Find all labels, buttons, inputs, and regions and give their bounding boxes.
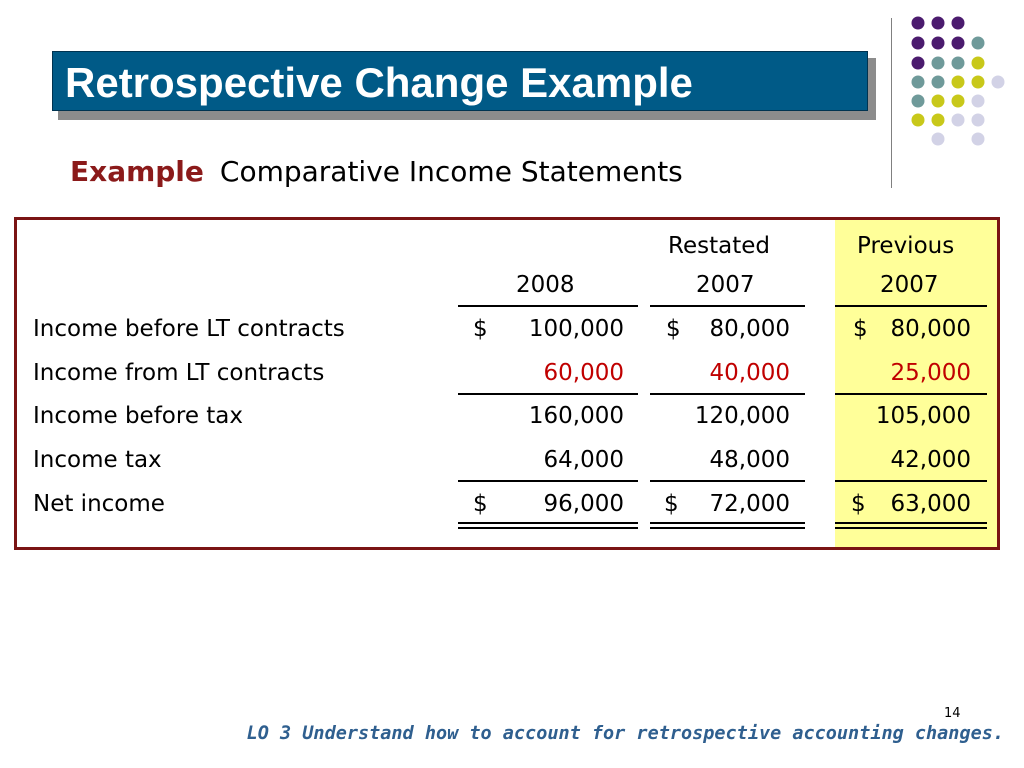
title-bar bbox=[52, 51, 868, 111]
decorative-dot bbox=[972, 114, 985, 127]
value-restated-2007: 48,000 bbox=[709, 447, 790, 473]
value-previous-2007: 25,000 bbox=[890, 360, 971, 386]
header-underline-col1 bbox=[458, 305, 638, 307]
header-underline-col2 bbox=[650, 305, 805, 307]
row-label: Income before tax bbox=[33, 403, 243, 429]
subtitle bbox=[70, 155, 683, 188]
currency-symbol: $ bbox=[666, 316, 681, 342]
subtitle-description: Comparative Income Statements bbox=[219, 155, 683, 188]
learning-objective-footer: LO 3 Understand how to account for retrospective accounting changes. bbox=[246, 723, 1004, 744]
decorative-dot bbox=[912, 37, 925, 50]
value-restated-2007: 40,000 bbox=[709, 360, 790, 386]
slide-title: Retrospective Change Example bbox=[65, 59, 693, 106]
header-col3: 2007 bbox=[880, 272, 939, 298]
decorative-dot bbox=[912, 57, 925, 70]
currency-symbol: $ bbox=[853, 316, 868, 342]
total-line-col3 bbox=[835, 480, 987, 482]
value-restated-2007: 120,000 bbox=[694, 403, 790, 429]
double-underline-col3 bbox=[835, 522, 987, 524]
total-line-col1 bbox=[458, 480, 638, 482]
double-underline-col1 bbox=[458, 527, 638, 529]
value-restated-2007: 72,000 bbox=[709, 491, 790, 517]
double-underline-col2 bbox=[650, 522, 805, 524]
decorative-dot bbox=[952, 57, 965, 70]
decorative-dot bbox=[952, 114, 965, 127]
value-restated-2007: 80,000 bbox=[709, 316, 790, 342]
value-previous-2007: 80,000 bbox=[890, 316, 971, 342]
currency-symbol: $ bbox=[473, 316, 488, 342]
row-label: Income from LT contracts bbox=[33, 360, 325, 386]
header-col2: 2007 bbox=[696, 272, 755, 298]
value-previous-2007: 63,000 bbox=[890, 491, 971, 517]
decorative-dot bbox=[932, 114, 945, 127]
decorative-dot bbox=[952, 17, 965, 30]
decorative-dot bbox=[912, 76, 925, 89]
double-underline-col1 bbox=[458, 522, 638, 524]
value-2008: 100,000 bbox=[528, 316, 624, 342]
decorative-dot bbox=[932, 57, 945, 70]
decorative-dot bbox=[972, 133, 985, 146]
row-label: Income before LT contracts bbox=[33, 316, 345, 342]
row-label: Income tax bbox=[33, 447, 162, 473]
double-underline-col3 bbox=[835, 527, 987, 529]
decorative-dot bbox=[912, 17, 925, 30]
decorative-dot bbox=[972, 95, 985, 108]
currency-symbol: $ bbox=[664, 491, 679, 517]
divider-line bbox=[891, 18, 892, 188]
header-col2-top: Restated bbox=[668, 233, 770, 259]
decorative-dot bbox=[932, 76, 945, 89]
value-2008: 96,000 bbox=[543, 491, 624, 517]
decorative-dot bbox=[912, 114, 925, 127]
row-label: Net income bbox=[33, 491, 165, 517]
currency-symbol: $ bbox=[473, 491, 488, 517]
decorative-dot bbox=[952, 37, 965, 50]
header-col3-top: Previous bbox=[857, 233, 955, 259]
value-2008: 64,000 bbox=[543, 447, 624, 473]
decorative-dot bbox=[932, 17, 945, 30]
decorative-dot bbox=[932, 133, 945, 146]
subtotal-line-col1 bbox=[458, 393, 638, 395]
currency-symbol: $ bbox=[851, 491, 866, 517]
double-underline-col2 bbox=[650, 527, 805, 529]
value-previous-2007: 42,000 bbox=[890, 447, 971, 473]
decorative-dot bbox=[972, 37, 985, 50]
decorative-dot bbox=[972, 76, 985, 89]
decorative-dot bbox=[912, 95, 925, 108]
value-previous-2007: 105,000 bbox=[875, 403, 971, 429]
decorative-dot bbox=[992, 76, 1005, 89]
decorative-dot bbox=[972, 57, 985, 70]
total-line-col2 bbox=[650, 480, 805, 482]
subtotal-line-col2 bbox=[650, 393, 805, 395]
decorative-dot bbox=[952, 76, 965, 89]
header-col1: 2008 bbox=[516, 272, 575, 298]
decorative-dot bbox=[932, 37, 945, 50]
subtotal-line-col3 bbox=[835, 393, 987, 395]
decorative-dot bbox=[952, 95, 965, 108]
page-number: 14 bbox=[944, 706, 961, 721]
example-label: Example bbox=[70, 155, 204, 188]
header-underline-col3 bbox=[835, 305, 987, 307]
value-2008: 60,000 bbox=[543, 360, 624, 386]
value-2008: 160,000 bbox=[528, 403, 624, 429]
decorative-dot bbox=[932, 95, 945, 108]
